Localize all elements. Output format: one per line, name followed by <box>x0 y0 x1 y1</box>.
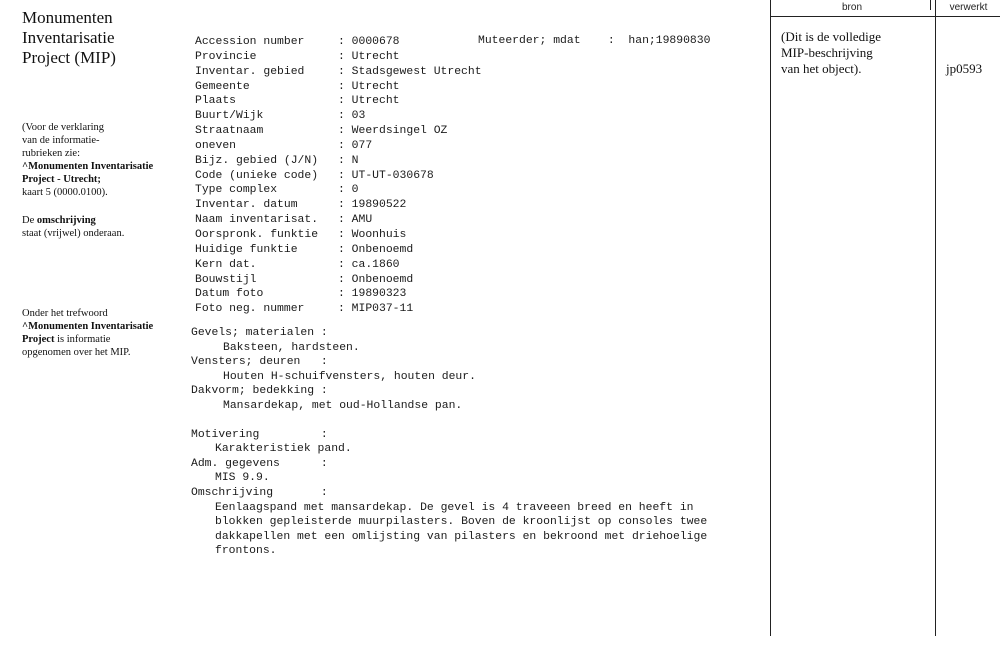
section-label: Dakvorm; bedekking : <box>191 385 328 398</box>
bron-line: (Dit is de volledige <box>781 29 882 44</box>
field-value: MIP037-11 <box>351 303 414 316</box>
note-text: De <box>22 215 37 226</box>
field-separator: : <box>338 288 352 301</box>
field-separator: : <box>338 243 352 256</box>
field-separator: : <box>338 228 352 241</box>
field-separator: : <box>338 273 352 286</box>
note-reference: Project - Utrecht; <box>22 174 101 185</box>
note-text: is informatie <box>54 334 111 345</box>
field-key: Kern dat. <box>195 258 257 271</box>
section-text: Baksteen, hardsteen. <box>223 341 360 354</box>
field-value: ca.1860 <box>351 258 400 271</box>
field-row <box>195 154 482 169</box>
field-separator: : <box>338 80 352 93</box>
title-line: Project (MIP) <box>22 48 116 67</box>
field-row <box>195 109 482 124</box>
description-note <box>22 214 172 240</box>
field-value: 19890323 <box>351 288 407 301</box>
field-row <box>195 183 482 198</box>
section-text: dakkapellen met een omlijsting van pilasters en bekroond met driehoelige <box>215 530 708 543</box>
field-separator: : <box>338 110 352 123</box>
section-label: Omschrijving : <box>191 486 328 499</box>
verwerkt-value: jp0593 <box>946 61 983 76</box>
note-reference: ^Monumenten Inventarisatie <box>22 321 154 332</box>
field-separator: : <box>338 36 352 48</box>
field-value: 19890522 <box>351 199 407 212</box>
field-row <box>195 228 482 243</box>
section-text: frontons. <box>215 545 277 558</box>
field-separator: : <box>338 125 352 138</box>
field-separator: : <box>338 214 352 227</box>
field-value: AMU <box>351 214 373 227</box>
section-text: Mansardekap, met oud-Hollandse pan. <box>223 399 463 412</box>
field-row <box>195 124 482 139</box>
note-line: Onder het trefwoord <box>22 308 108 319</box>
field-value: Stadsgewest Utrecht <box>351 65 482 78</box>
section-text: Houten H-schuifvensters, houten deur. <box>223 370 476 383</box>
field-value: Onbenoemd <box>351 273 414 286</box>
field-row <box>195 287 482 302</box>
section-text: Karakteristiek pand. <box>215 443 352 456</box>
field-separator: : <box>338 50 352 63</box>
bron-line: MIP-beschrijving <box>781 45 873 60</box>
note-emphasis: omschrijving <box>36 215 96 226</box>
column-header-verwerkt: verwerkt <box>949 2 988 13</box>
column-divider <box>935 0 936 636</box>
note-line: van de informatie- <box>22 135 100 146</box>
section-text: blokken gepleisterde muurpilasters. Boven de kroonlijst op consoles twee <box>215 516 708 529</box>
field-separator: : <box>338 95 352 108</box>
field-row <box>195 94 482 109</box>
field-value: 0000678 <box>351 36 400 48</box>
header-rule <box>770 16 1000 17</box>
field-key: Bouwstijl <box>195 273 257 286</box>
field-row <box>195 139 482 154</box>
field-value: UT-UT-030678 <box>351 169 434 182</box>
section-gap <box>191 414 707 428</box>
field-separator: : <box>338 65 352 78</box>
field-key: oneven <box>195 139 237 152</box>
explanation-note <box>22 121 172 199</box>
title-line: Monumenten <box>22 8 113 27</box>
field-key: Inventar. datum <box>195 199 298 212</box>
field-separator: : <box>338 199 352 212</box>
field-value: 077 <box>351 139 373 152</box>
record-fields <box>195 35 482 317</box>
section-label: Adm. gegevens : <box>191 457 328 470</box>
field-value: Woonhuis <box>351 228 407 241</box>
field-separator: : <box>338 139 352 152</box>
field-key: Bijz. gebied (J/N) <box>195 154 319 167</box>
note-line: staat (vrijwel) onderaan. <box>22 228 125 239</box>
field-value: Utrecht <box>351 80 400 93</box>
column-header-bron: bron <box>841 2 862 13</box>
field-row <box>195 50 482 65</box>
field-row <box>195 80 482 95</box>
field-value: 0 <box>351 184 359 197</box>
keyword-note <box>22 307 172 359</box>
section-text: Eenlaagspand met mansardekap. De gevel is 4 traveeen breed en heeft in <box>215 501 694 514</box>
field-key: Plaats <box>195 95 237 108</box>
note-reference: ^Monumenten Inventarisatie <box>22 161 154 172</box>
document-title <box>22 8 162 68</box>
field-key: Code (unieke code) <box>195 169 319 182</box>
field-value: Utrecht <box>351 95 400 108</box>
bron-note <box>781 29 881 77</box>
field-row <box>195 213 482 228</box>
field-key: Type complex <box>195 184 278 197</box>
field-key: Datum foto <box>195 288 264 301</box>
field-key: Naam inventarisat. <box>195 214 319 227</box>
field-row <box>195 302 482 317</box>
column-divider <box>770 0 771 636</box>
field-key: Provincie <box>195 50 257 63</box>
mutator-value: han;19890830 <box>628 35 711 47</box>
field-separator: : <box>338 303 352 316</box>
field-key: Oorspronk. funktie <box>195 228 319 241</box>
field-key: Buurt/Wijk <box>195 110 264 123</box>
note-line: rubrieken zie: <box>22 148 81 159</box>
mutator-label: Muteerder; mdat <box>478 35 581 47</box>
bron-line: van het object). <box>781 61 862 76</box>
field-key: Huidige funktie <box>195 243 298 256</box>
field-key: Foto neg. nummer <box>195 303 305 316</box>
field-key: Gemeente <box>195 80 250 93</box>
note-reference: Project <box>22 334 55 345</box>
note-line: opgenomen over het MIP. <box>22 347 131 358</box>
title-line: Inventarisatie <box>22 28 115 47</box>
note-line: kaart 5 (0000.0100). <box>22 187 108 198</box>
field-row <box>195 273 482 288</box>
field-row <box>195 258 482 273</box>
section-label: Motivering : <box>191 428 328 441</box>
field-key: Straatnaam <box>195 125 264 138</box>
field-row <box>195 243 482 258</box>
field-key: Accession number <box>195 36 305 48</box>
field-value: Utrecht <box>351 50 400 63</box>
field-row <box>195 198 482 213</box>
field-key: Inventar. gebied <box>195 65 305 78</box>
field-separator: : <box>338 169 352 182</box>
field-separator: : <box>338 184 352 197</box>
section-label: Gevels; materialen : <box>191 327 328 339</box>
record-sections <box>191 326 707 559</box>
section-text: MIS 9.9. <box>215 472 270 485</box>
field-row <box>195 169 482 184</box>
field-row <box>195 65 482 80</box>
field-separator: : <box>338 154 352 167</box>
section-label: Vensters; deuren : <box>191 356 328 369</box>
mutator-field: Muteerder; mdat : han;19890830 <box>478 35 711 47</box>
field-row <box>195 35 482 50</box>
field-value: Onbenoemd <box>351 243 414 256</box>
note-line: (Voor de verklaring <box>22 122 105 133</box>
field-value: N <box>351 154 359 167</box>
field-value: Weerdsingel OZ <box>351 125 448 138</box>
field-value: 03 <box>351 110 366 123</box>
field-separator: : <box>338 258 352 271</box>
